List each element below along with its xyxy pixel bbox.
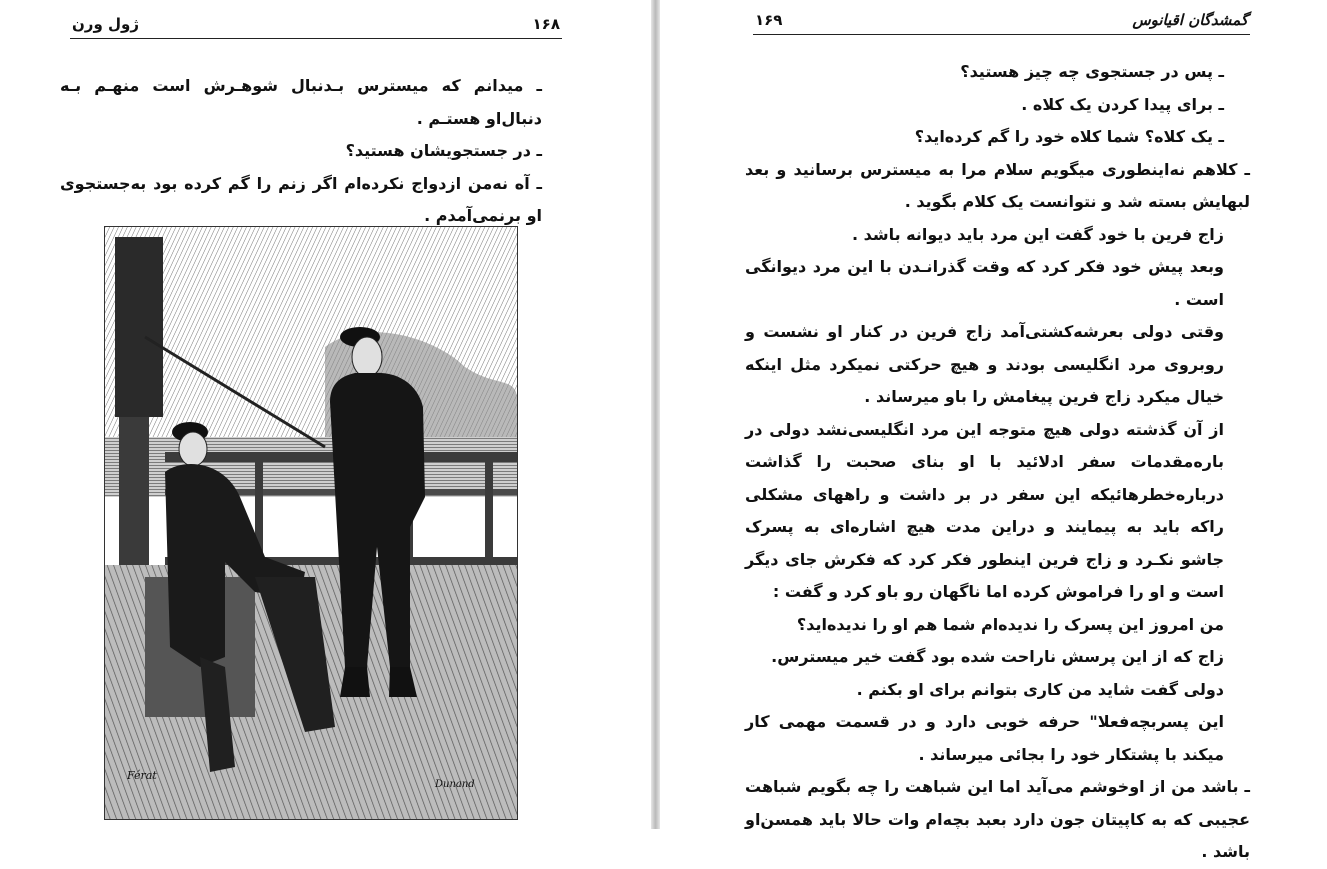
left-running-title: ژول ورن bbox=[72, 15, 139, 33]
paragraph: ـ در جستجویشان هستید؟ bbox=[345, 141, 542, 160]
paragraph: ـ باشد من از اوخوشم می‌آید اما این شباهت را چه بگویم شباهت عجیبی که به کاپیتان جون دارد بعبد بچه‌ام وات حالا باید همسن‌او باشد . bbox=[745, 777, 1250, 861]
right-running-title: گمشدگان اقیانوس bbox=[1132, 11, 1248, 29]
paragraph: این پسربچه‌فعلا" حرفه خوبی دارد و در قسمت مهمی کار میکند با پشتکار خود را بجائی میرساند . bbox=[745, 712, 1224, 764]
engraving-illustration bbox=[104, 226, 518, 820]
book-gutter bbox=[651, 0, 660, 829]
paragraph: ـ آه نه‌من ازدواج نکرده‌ام اگر زنم را گم کرده بود به‌جستجوی او برنمی‌آمدم . bbox=[60, 173, 542, 225]
paragraph: از آن گذشته دولی هیچ متوجه این مرد انگلیسی‌نشد دولی در باره‌مقدمات سفر ادلائید با او بنای صحبت را گذاشت درباره‌خطرهائیکه این سفر در بر داشت و راههای مشکلی راکه باید به پیمایند و دراین مدت هیچ اشاره‌ای به پسرک جاشو نکـرد و زاج فرین اینطور فکر کرد که فکرش جای دیگر است و او را فراموش کرده اما ناگهان رو باو کرد و گفت : bbox=[745, 419, 1224, 601]
paragraph: وقتی دولی بعرشه‌کشتی‌آمد زاج فرین در کنار او نشست و روبروی مرد انگلیسی بودند و هیچ حرکتی نمیکرد مثل اینکه خیال میکرد زاج فرین پیغامش را باو میرساند . bbox=[745, 322, 1224, 406]
artist-signature-left: Férat bbox=[127, 769, 157, 782]
paragraph: ـ یک کلاه؟ شما کلاه خود را گم کرده‌اید؟ bbox=[914, 127, 1224, 146]
right-page bbox=[660, 0, 1327, 861]
paragraph: زاج فرین با خود گفت این مرد باید دیوانه باشد . bbox=[851, 224, 1224, 244]
paragraph: ـ میدانم که میسترس بـدنبال شوهـرش است منهـم بـه دنبال‌او هستـم . bbox=[60, 76, 542, 128]
paragraph: ـ کلاهم نه‌اینطوری میگویم سلام مرا به میسترس برسانید و بعد لبهایش بسته شد و نتوانست یک کلام بگوید . bbox=[745, 159, 1250, 211]
artist-signature-right: Dunand bbox=[435, 779, 475, 790]
left-page-header bbox=[70, 10, 562, 39]
paragraph: من امروز این پسرک را ندیده‌ام شما هم او را ندیده‌اید؟ bbox=[796, 614, 1224, 634]
left-page-number: ۱۶۸ bbox=[532, 15, 560, 33]
left-page bbox=[0, 0, 651, 829]
paragraph: دولی گفت شاید من کاری بتوانم برای او بکنم . bbox=[856, 679, 1224, 699]
right-page-number: ۱۶۹ bbox=[755, 11, 783, 29]
left-page-text bbox=[60, 70, 568, 233]
paragraph: ـ پس در جستجوی چه چیز هستید؟ bbox=[960, 62, 1224, 81]
right-page-text bbox=[745, 56, 1250, 869]
engraving-two-men-on-ship-deck bbox=[105, 227, 517, 819]
paragraph: زاج که از این پرسش ناراحت شده بود گفت خیر میسترس. bbox=[771, 647, 1224, 666]
paragraph: ـ برای پیدا کردن یک کلاه . bbox=[1021, 94, 1224, 114]
paragraph: وبعد پیش خود فکر کرد که وقت گذرانـدن با این مرد دیوانگی است . bbox=[745, 257, 1224, 309]
right-page-header bbox=[753, 6, 1250, 35]
